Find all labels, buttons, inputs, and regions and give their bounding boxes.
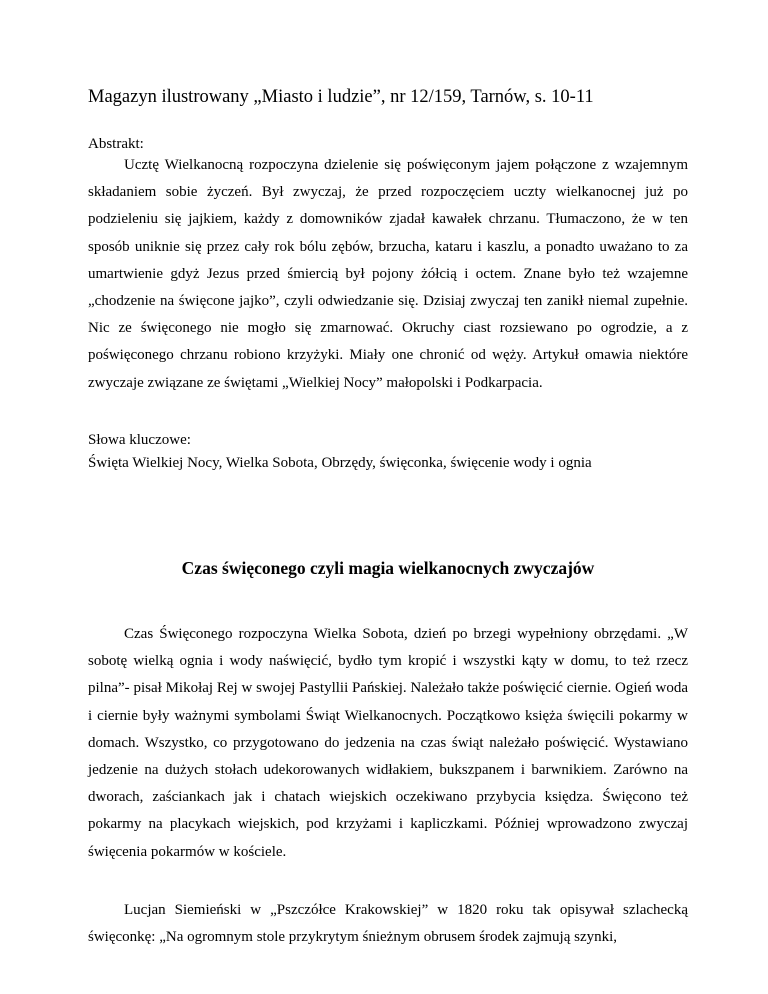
article-title: Czas święconego czyli magia wielkanocnych zwyczajów [181, 558, 595, 578]
body-paragraph: Lucjan Siemieński w „Pszczółce Krakowskiej” w 1820 roku tak opisywał szlachecką święconkę: „Na ogromnym stole przykrytym śnieżnym obrusem środek zajmują szynki, [88, 902, 688, 946]
body-paragraph: Czas Święconego rozpoczyna Wielka Sobota, dzień po brzegi wypełniony obrzędami. „W sobotę wielką ognia i wody naświęcić, bydło tym kropić i wszystki kąty w domu, to też rzecz pilna”- pisał Mikołaj Rej w swojej Pastyllii Pańskiej. Należało także poświęcić ciernie. Ogień woda i ciernie były ważnymi symbolami Świąt Wielkanocnych. Początkowo księża święcili pokarmy w domach. Wszystko, co przygotowano do jedzenia na czas świąt należało poświęcić. Wystawiano jedzenie na dużych stołach udekorowanych widłakiem, bukszpanem i barwnikiem. Zarówno na dworach, zaściankach jak i chatach wiejskich oczekiwano przybycia księdza. Święcono też pokarmy na placykach wiejskich, pod krzyżami i kapliczkami. Później wprowadzono zwyczaj święcenia pokarmów w kościele. [88, 626, 688, 860]
citation-header: Magazyn ilustrowany „Miasto i ludzie”, nr 12/159, Tarnów, s. 10-11 [88, 87, 594, 107]
keywords-label: Słowa kluczowe: [88, 432, 191, 448]
abstract-text: Ucztę Wielkanocną rozpoczyna dzielenie się poświęconym jajem połączone z wzajemnym składaniem sobie życzeń. Był zwyczaj, że przed rozpoczęciem uczty wielkanocnej już po podzieleniu się jajkiem, każdy z domowników zjadał kawałek chrzanu. Tłumaczono, że w ten sposób uniknie się przez cały rok bólu zębów, brzucha, kataru i kaszlu, a ponadto uważano to za umartwienie gdyż Jezus przed śmiercią był pojony żółcią i octem. Znane było też wzajemne „chodzenie na święcone jajko”, czyli odwiedzanie się. Dzisiaj zwyczaj ten zanikł niemal zupełnie. Nic ze święconego nie mogło się zmarnować. Okruchy ciast rozsiewano po ogrodzie, a z poświęconego chrzanu robiono krzyżyki. Miały one chronić od węży. Artykuł omawia niektóre zwyczaje związane ze świętami „Wielkiej Nocy” małopolski i Podkarpacia. [88, 157, 688, 391]
keywords-list: Święta Wielkiej Nocy, Wielka Sobota, Obrzędy, święconka, święcenie wody i ognia [88, 455, 592, 471]
abstract-label: Abstrakt: [88, 136, 144, 152]
